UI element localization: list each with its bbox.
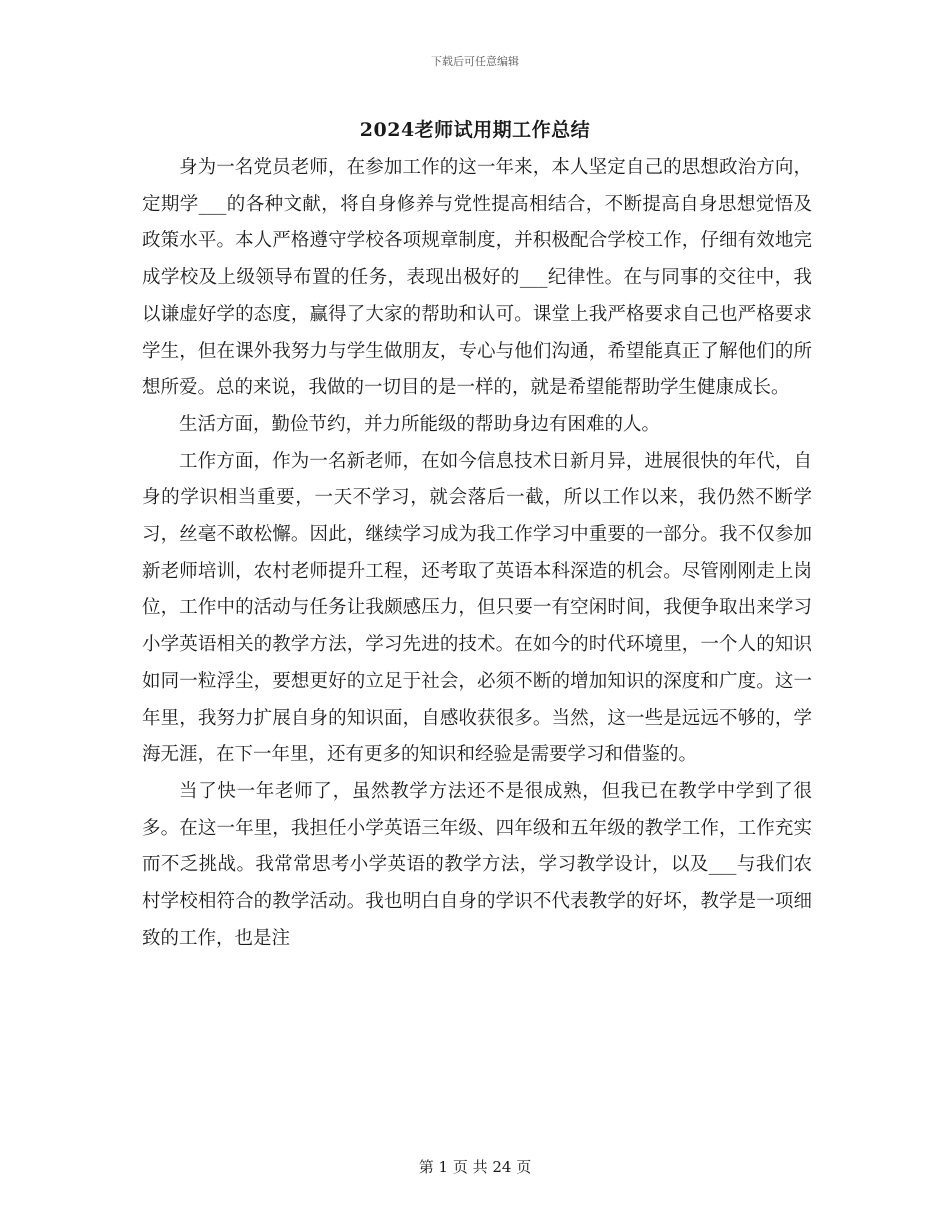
paragraph-party-teacher: 身为一名党员老师，在参加工作的这一年来，本人坚定自己的思想政治方向，定期学___的各种文献，将自身修养与党性提高相结合，不断提高自身思想觉悟及政策水平。本人严格遵守学校各项规章制度，并积极配合学校工作，仔细有效地完成学校及上级领导布置的任务，表现出极好的___纪律性。在与同事的交往中，我以谦虚好学的态度，赢得了大家的帮助和认可。课堂上我严格要求自己也严格要求学生，但在课外我努力与学生做朋友，专心与他们沟通，希望能真正了解他们的所想所爱。总的来说，我做的一切目的是一样的，就是希望能帮助学生健康成长。 (142, 157, 812, 399)
paragraph-teaching: 当了快一年老师了，虽然教学方法还不是很成熟，但我已在教学中学到了很多。在这一年里，我担任小学英语三年级、四年级和五年级的教学工作，工作充实而不乏挑战。我常常思考小学英语的教学方法，学习教学设计，以及___与我们农村学校相符合的教学活动。我也明白自身的学识不代表教学的好坏，教学是一项细致的工作，也是注 (142, 780, 812, 949)
document-title: 2024老师试用期工作总结 (359, 119, 591, 141)
paragraph-work: 工作方面，作为一名新老师，在如今信息技术日新月异，进展很快的年代，自身的学识相当重要，一天不学习，就会落后一截，所以工作以来，我仍然不断学习，丝毫不敢松懈。因此，继续学习成为我工作学习中重要的一部分。我不仅参加新老师培训，农村老师提升工程，还考取了英语本科深造的机会。尽管刚刚走上岗位，工作中的活动与任务让我颇感压力，但只要一有空闲时间，我便争取出来学习小学英语相关的教学方法，学习先进的技术。在如今的时代环境里，一个人的知识如同一粒浮尘，要想更好的立足于社会，必须不断的增加知识的深度和广度。这一年里，我努力扩展自身的知识面，自感收获很多。当然，这一些是远远不够的，学海无涯，在下一年里，还有更多的知识和经验是需要学习和借鉴的。 (142, 450, 812, 766)
paragraph-life: 生活方面，勤俭节约，并力所能级的帮助身边有困难的人。 (179, 413, 661, 435)
header-note: 下载后可任意编辑 (431, 55, 519, 68)
document-body (142, 150, 812, 957)
page-number: 第 1 页 共 24 页 (418, 1158, 532, 1176)
